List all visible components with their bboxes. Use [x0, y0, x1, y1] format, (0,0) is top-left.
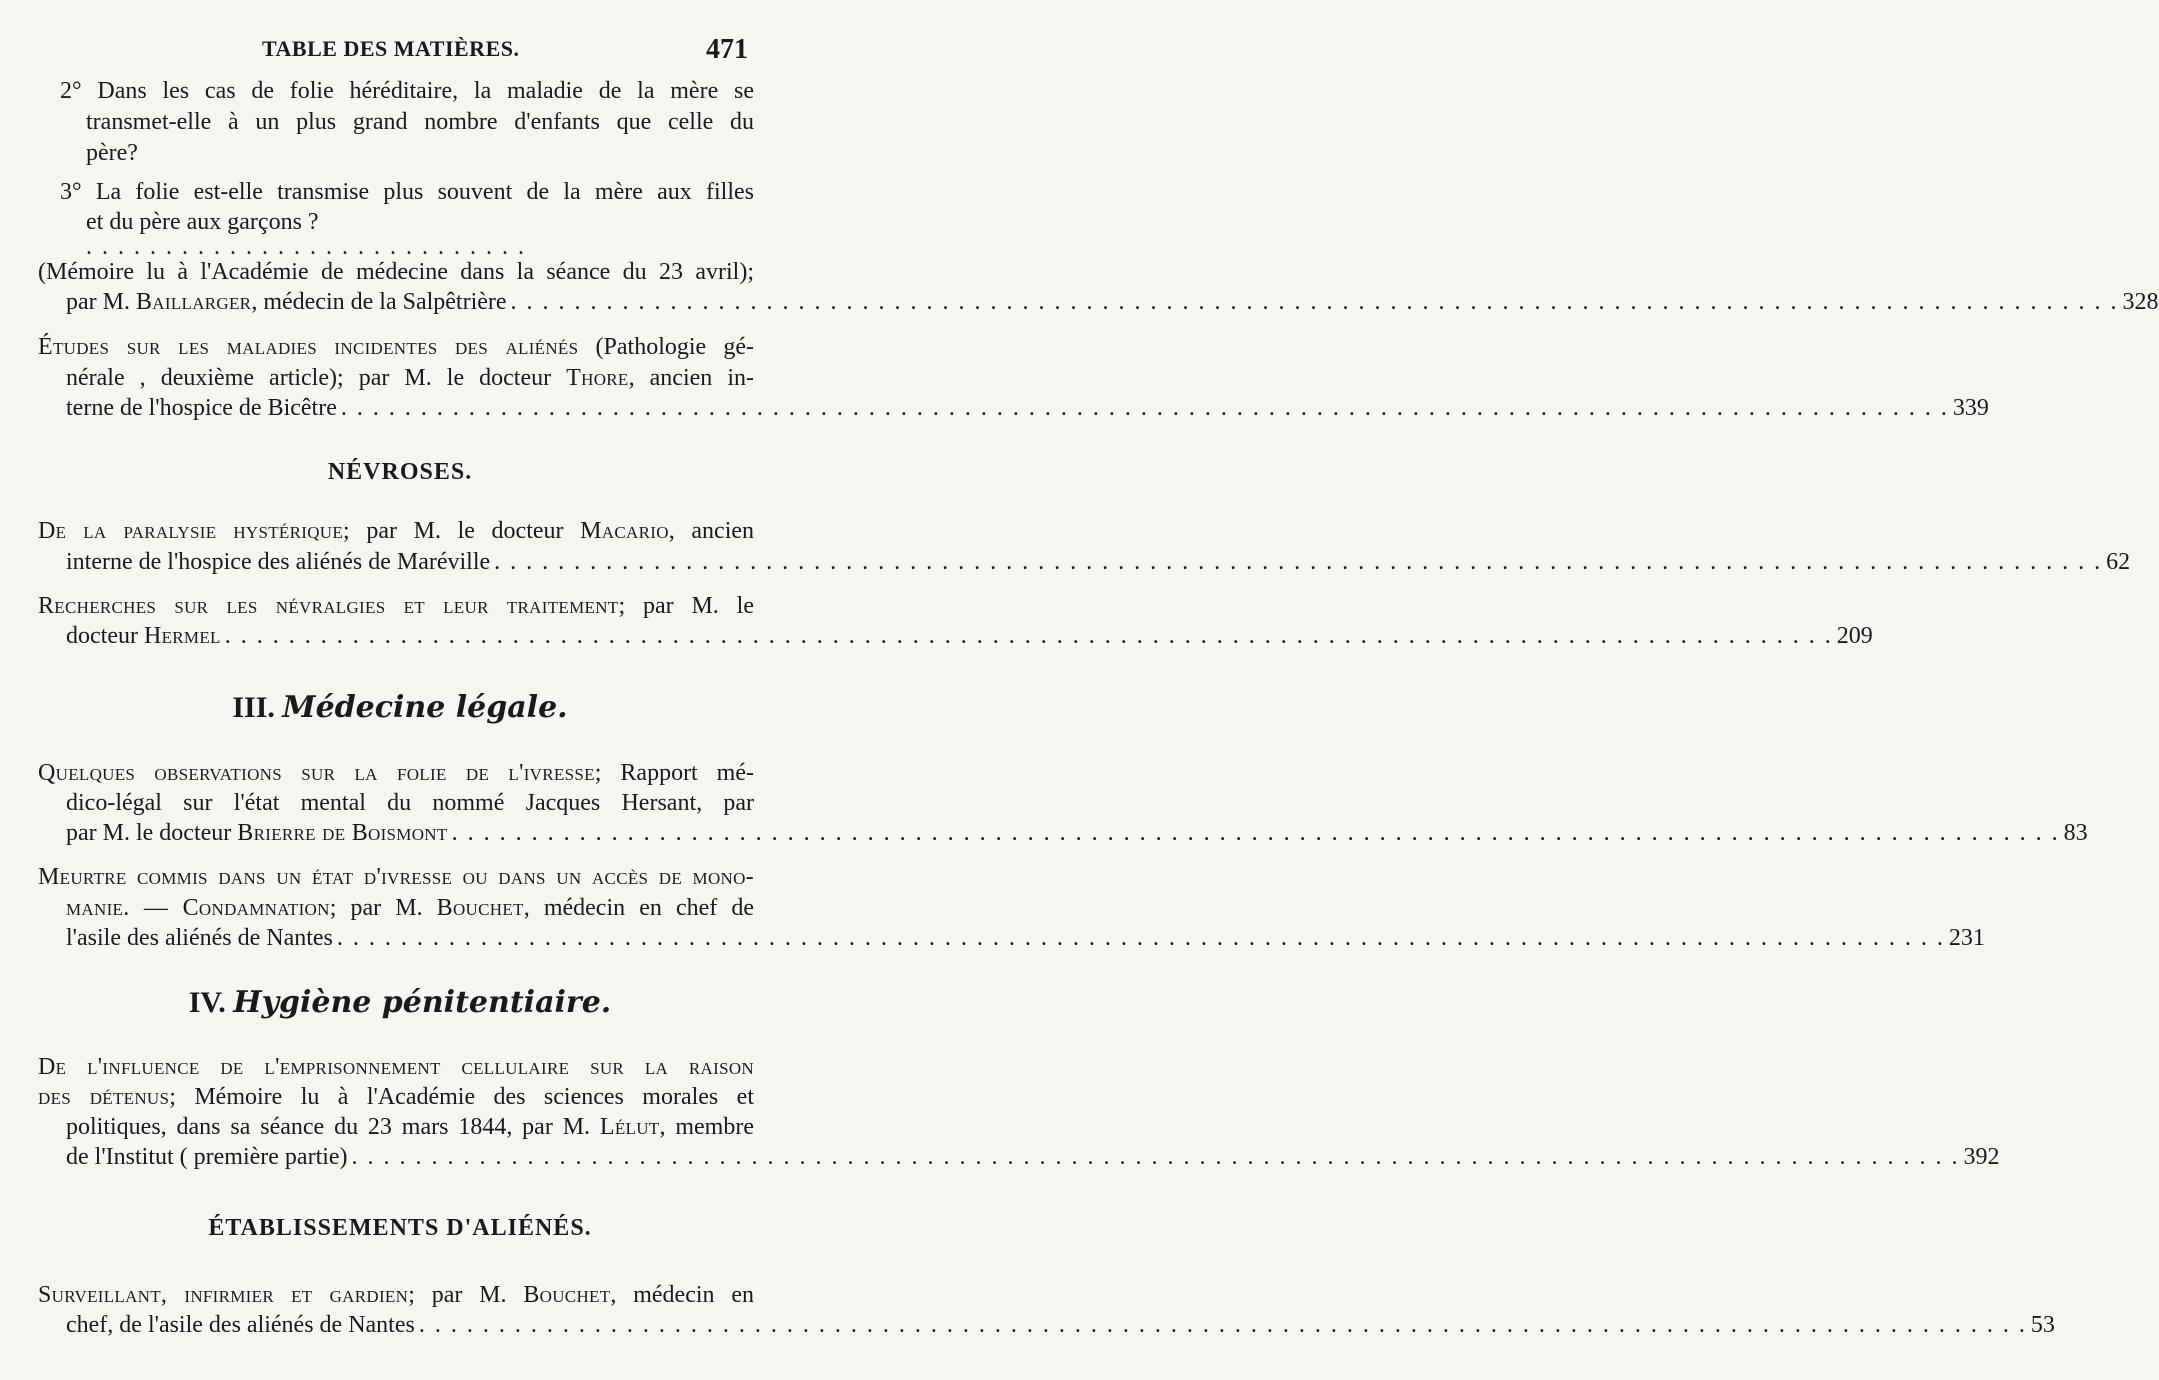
memoire-line-1: (Mémoire lu à l'Académie de médecine dans la séance du 23 avril); — [38, 259, 754, 285]
entry-title: des détenus — [38, 1084, 170, 1110]
page-header — [0, 34, 800, 74]
author-name: Bouchet — [523, 1282, 611, 1308]
section-heading-etablissements: ÉTABLISSEMENTS D'ALIÉNÉS. — [208, 1215, 592, 1241]
surveillant-line-2: chef, de l'asile des aliénés de Nantes . . . 53 — [66, 1310, 754, 1340]
dot-leader-row: . . . . . . . . . . . . . . . . . . . . . . . . . . . . — [86, 234, 526, 260]
section-number: IV. — [188, 986, 226, 1019]
entry-title: De l'influence de l'emprisonnement cellulaire sur la raison — [38, 1054, 754, 1080]
author-name: Lélut — [599, 1114, 660, 1140]
meurtre-line-2: manie. — Condamnation; par M. Bouchet, médecin en chef de — [66, 895, 755, 921]
entry-title: Quelques observations sur la folie de l'ivresse — [38, 760, 595, 786]
page-ref: 53 — [2030, 1312, 2055, 1338]
influence-line-3: politiques, dans sa séance du 23 mars 1844, par M. Lélut, membre — [66, 1114, 754, 1140]
page-ref: 209 — [1836, 623, 1873, 649]
etudes-line-1: Études sur les maladies incidentes des aliénés (Pathologie gé- — [38, 334, 754, 360]
paralysie-line-2: interne de l'hospice des aliénés de Maréville . . . 62 — [66, 547, 754, 577]
page-ref: 392 — [1963, 1144, 2000, 1170]
meurtre-line-1 — [38, 862, 754, 892]
author-name: Baillarger — [135, 289, 252, 315]
surveillant-line-1: Surveillant, infirmier et gardien; par M. Bouchet, médecin en — [38, 1282, 754, 1308]
recherches-line-2: docteur Hermel . . . 209 — [66, 621, 754, 651]
section-number: III. — [232, 691, 275, 724]
page-ref: 83 — [2063, 820, 2088, 846]
entry-title: Recherches sur les névralgies et leur traitement — [38, 593, 619, 619]
author-name: Bouchet — [436, 895, 524, 921]
quelques-line-3: par M. le docteur Brierre de Boismont . . . 83 — [66, 818, 754, 848]
author-name: Thore — [566, 365, 629, 391]
question-2-line-3: père? — [86, 140, 138, 166]
quelques-line-1: Quelques observations sur la folie de l'ivresse; Rapport mé- — [38, 760, 754, 786]
section-title: Hygiène pénitentiaire. — [233, 985, 612, 1020]
question-2-line-1: 2° Dans les cas de folie héréditaire, la maladie de la mère se — [60, 78, 754, 104]
question-3-line-1: 3° La folie est-elle transmise plus souvent de la mère aux filles — [60, 179, 754, 205]
page-number: 471 — [706, 34, 748, 65]
page-ref: 62 — [2106, 549, 2131, 575]
page-ref: 339 — [1952, 395, 1989, 421]
author-name: Macario — [580, 518, 669, 544]
memoire-line-2: par M. Baillarger, médecin de la Salpêtrière . . . 328 — [66, 287, 754, 317]
quelques-line-2: dico-légal sur l'état mental du nommé Jacques Hersant, par — [66, 790, 754, 816]
etudes-line-3: terne de l'hospice de Bicêtre . . . 339 — [66, 393, 754, 423]
running-title: TABLE DES MATIÈRES. — [262, 36, 520, 61]
recherches-line-1: Recherches sur les névralgies et leur traitement; par M. le — [38, 593, 754, 619]
question-3-line-2: et du père aux garçons ? — [86, 209, 319, 235]
entry-title: De la paralysie hystérique — [38, 518, 344, 544]
meurtre-line-3: l'asile des aliénés de Nantes . . . 231 — [66, 923, 754, 953]
question-2-line-2: transmet-elle à un plus grand nombre d'enfants que celle du — [86, 109, 754, 135]
section-title: Médecine légale. — [282, 690, 568, 725]
entry-title: Surveillant, infirmier et gardien — [38, 1282, 409, 1308]
influence-line-2: des détenus; Mémoire lu à l'Académie des sciences morales et — [38, 1084, 754, 1110]
entry-title: manie. — Condamnation — [66, 895, 330, 921]
influence-line-1 — [38, 1052, 754, 1082]
page-ref: 328 — [2122, 289, 2159, 315]
section-heading-nevroses: NÉVROSES. — [327, 459, 473, 485]
author-name: Hermel — [143, 623, 221, 649]
etudes-line-2: nérale , deuxième article); par M. le docteur Thore, ancien in- — [66, 365, 754, 391]
page-ref: 231 — [1948, 925, 1985, 951]
author-name: Brierre de Boismont — [237, 820, 448, 846]
section-heading-hygiene-penitentiaire — [0, 985, 800, 1020]
paralysie-line-1: De la paralysie hystérique; par M. le docteur Macario, ancien — [38, 518, 755, 544]
influence-line-4: de l'Institut ( première partie) . . . 392 — [66, 1142, 754, 1172]
section-heading-medecine-legale — [0, 690, 800, 725]
entry-title: Meurtre commis dans un état d'ivresse ou dans un accès de mono- — [38, 864, 754, 890]
entry-title: Études sur les maladies incidentes des aliénés — [38, 334, 579, 360]
